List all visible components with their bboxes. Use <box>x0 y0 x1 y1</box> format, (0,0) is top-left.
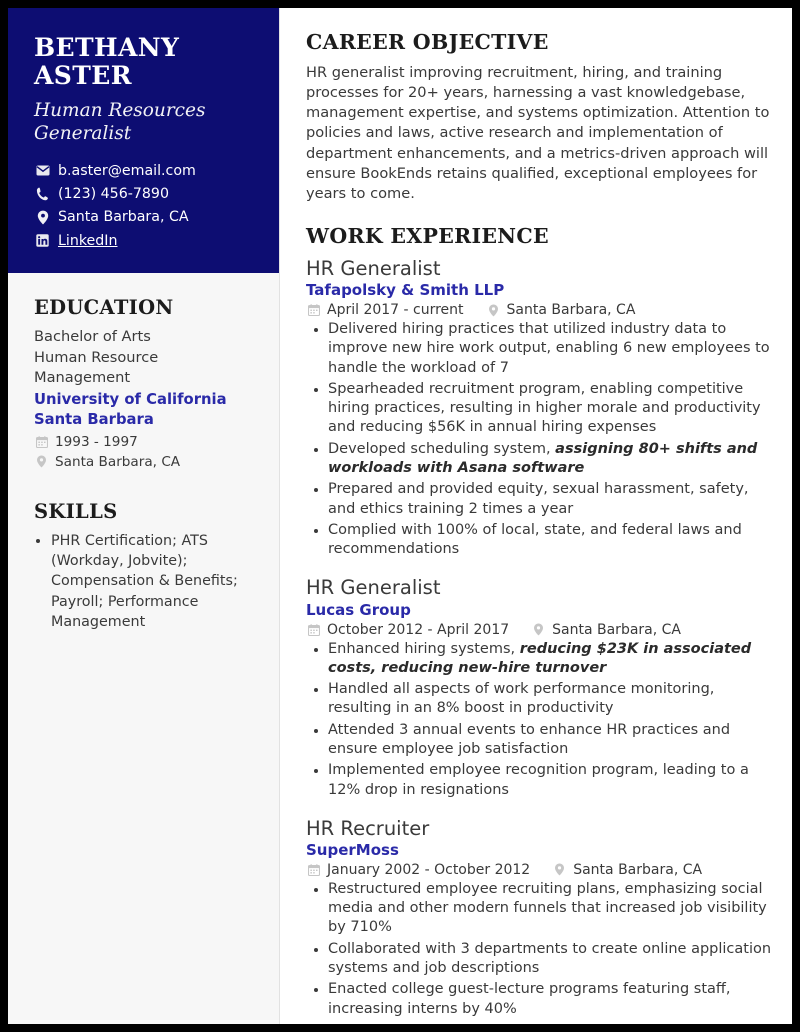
bullet-text: Handled all aspects of work performance monitoring, resulting in an 8% boost in productivity <box>328 681 715 717</box>
calendar-icon <box>306 864 321 876</box>
career-objective-text: HR generalist improving recruitment, hiring, and training processes for 20+ years, harnessing a vast knowledgebase, management expertise, and systems optimization. Attention to policies and laws, active research and implementation of department enhancements, and a metrics-driven approach will ensure BookEnds retains qualified, exceptional employees for years to come. <box>306 64 770 202</box>
contact-location <box>34 209 257 225</box>
job-company[interactable]: Lucas Group <box>306 600 411 619</box>
location-pin-icon <box>34 455 49 468</box>
contact-phone-label: (123) 456-7890 <box>58 185 169 202</box>
job-location-group <box>531 622 681 638</box>
main-column <box>280 8 792 1024</box>
list-item <box>328 761 774 800</box>
job-meta-row <box>306 302 774 318</box>
job-dates-group <box>306 622 509 638</box>
skills-section <box>8 470 279 632</box>
sidebar <box>8 8 280 1024</box>
job-list <box>306 257 774 1019</box>
job-title: HR Generalist <box>306 256 441 280</box>
education-heading: EDUCATION <box>34 295 174 319</box>
location-pin-icon <box>552 863 567 876</box>
professional-subtitle: Human Resources Generalist <box>34 100 206 145</box>
job-company[interactable]: Tafapolsky & Smith LLP <box>306 281 505 300</box>
job-entry <box>306 257 774 560</box>
job-location-group <box>486 302 636 318</box>
job-dates: October 2012 - April 2017 <box>327 621 510 638</box>
list-item <box>328 980 774 1019</box>
career-objective-section <box>306 30 774 204</box>
resume-page <box>8 8 792 1024</box>
bullet-text: Delivered hiring practices that utilized industry data to improve new hire work output, enabling 6 new employees to handle the workload of 7 <box>328 321 770 376</box>
education-dates-row <box>34 434 257 450</box>
location-pin-icon <box>531 623 546 636</box>
contact-linkedin-label[interactable]: LinkedIn <box>58 232 118 249</box>
list-item <box>328 940 774 979</box>
contact-linkedin[interactable] <box>34 233 257 249</box>
job-dates-group <box>306 862 530 878</box>
job-company[interactable]: SuperMoss <box>306 841 399 860</box>
job-entry <box>306 817 774 1019</box>
list-item <box>328 440 774 479</box>
job-location: Santa Barbara, CA <box>573 861 703 878</box>
work-experience-heading: WORK EXPERIENCE <box>306 223 549 248</box>
job-location: Santa Barbara, CA <box>552 621 681 638</box>
contact-location-label: Santa Barbara, CA <box>58 209 189 226</box>
bullet-text: Enhanced hiring systems, <box>328 640 520 657</box>
education-degree: Bachelor of Arts <box>34 327 151 345</box>
envelope-icon <box>34 165 51 176</box>
location-pin-icon <box>34 210 51 225</box>
bullet-text: Prepared and provided equity, sexual harassment, safety, and ethics training 2 times a year <box>328 481 749 517</box>
education-location-row <box>34 454 257 470</box>
skills-list <box>34 531 257 632</box>
work-experience-section <box>306 224 774 1019</box>
list-item <box>328 721 774 760</box>
list-item <box>328 480 774 519</box>
contact-email-label: b.aster@email.com <box>58 162 196 179</box>
contact-phone[interactable] <box>34 186 257 202</box>
job-dates-group <box>306 302 464 318</box>
bullet-emphasis: reducing $23K in associated costs, reducing new-hire turnover <box>328 640 752 676</box>
name-header-block <box>8 8 279 273</box>
contact-email[interactable] <box>34 163 257 179</box>
calendar-icon <box>34 436 49 448</box>
bullet-text: Implemented employee recognition program, leading to a 12% drop in resignations <box>328 762 749 798</box>
skills-heading: SKILLS <box>34 499 118 523</box>
job-bullet-list <box>306 880 774 1019</box>
job-meta-row <box>306 862 774 878</box>
career-objective-heading: CAREER OBJECTIVE <box>306 30 549 54</box>
bullet-text: Restructured employee recruiting plans, emphasizing social media and other modern funnels that increased job visibility by 710% <box>328 880 767 936</box>
bullet-emphasis: assigning 80+ shifts and workloads with Asana software <box>328 440 758 476</box>
bullet-text: Enacted college guest-lecture programs featuring staff, increasing interns by 40% <box>328 981 731 1017</box>
job-title: HR Recruiter <box>306 816 430 840</box>
list-item <box>328 880 774 938</box>
linkedin-icon <box>34 234 51 247</box>
bullet-text: Collaborated with 3 departments to create online application systems and job descriptions <box>328 940 772 977</box>
contact-list <box>34 163 257 249</box>
location-pin-icon <box>486 304 501 317</box>
education-location: Santa Barbara, CA <box>55 453 181 470</box>
list-item: • PHR Certification; ATS (Workday, Jobvite); Compensation & Benefits; Payroll; Performance Management <box>51 531 257 632</box>
list-item <box>328 320 774 378</box>
job-entry <box>306 576 774 799</box>
job-dates: April 2017 - current <box>327 302 464 319</box>
education-school: University of California Santa Barbara <box>34 391 227 428</box>
job-dates: January 2002 - October 2012 <box>327 861 531 878</box>
calendar-icon <box>306 624 321 636</box>
job-meta-row <box>306 622 774 638</box>
page-title: BETHANY ASTER <box>34 33 180 90</box>
job-location-group <box>552 862 702 878</box>
job-title: HR Generalist <box>306 576 441 600</box>
list-item <box>328 380 774 438</box>
job-bullet-list <box>306 640 774 800</box>
bullet-text: Developed scheduling system, <box>328 440 556 457</box>
education-dates: 1993 - 1997 <box>55 433 138 450</box>
bullet-text: Complied with 100% of local, state, and federal laws and recommendations <box>328 521 742 558</box>
bullet-text: Attended 3 annual events to enhance HR practices and ensure employee job satisfaction <box>328 721 731 757</box>
list-item <box>328 640 774 679</box>
bullet-text: Spearheaded recruitment program, enabling competitive hiring practices, resulting in higher morale and productivity and reducing $56K in annual hiring expenses <box>328 380 761 436</box>
calendar-icon <box>306 304 321 316</box>
phone-icon <box>34 187 51 201</box>
list-item <box>328 680 774 719</box>
education-field: Human Resource Management <box>34 348 159 387</box>
education-section <box>8 273 279 470</box>
list-item <box>328 521 774 560</box>
job-location: Santa Barbara, CA <box>506 302 636 319</box>
job-bullet-list <box>306 320 774 559</box>
